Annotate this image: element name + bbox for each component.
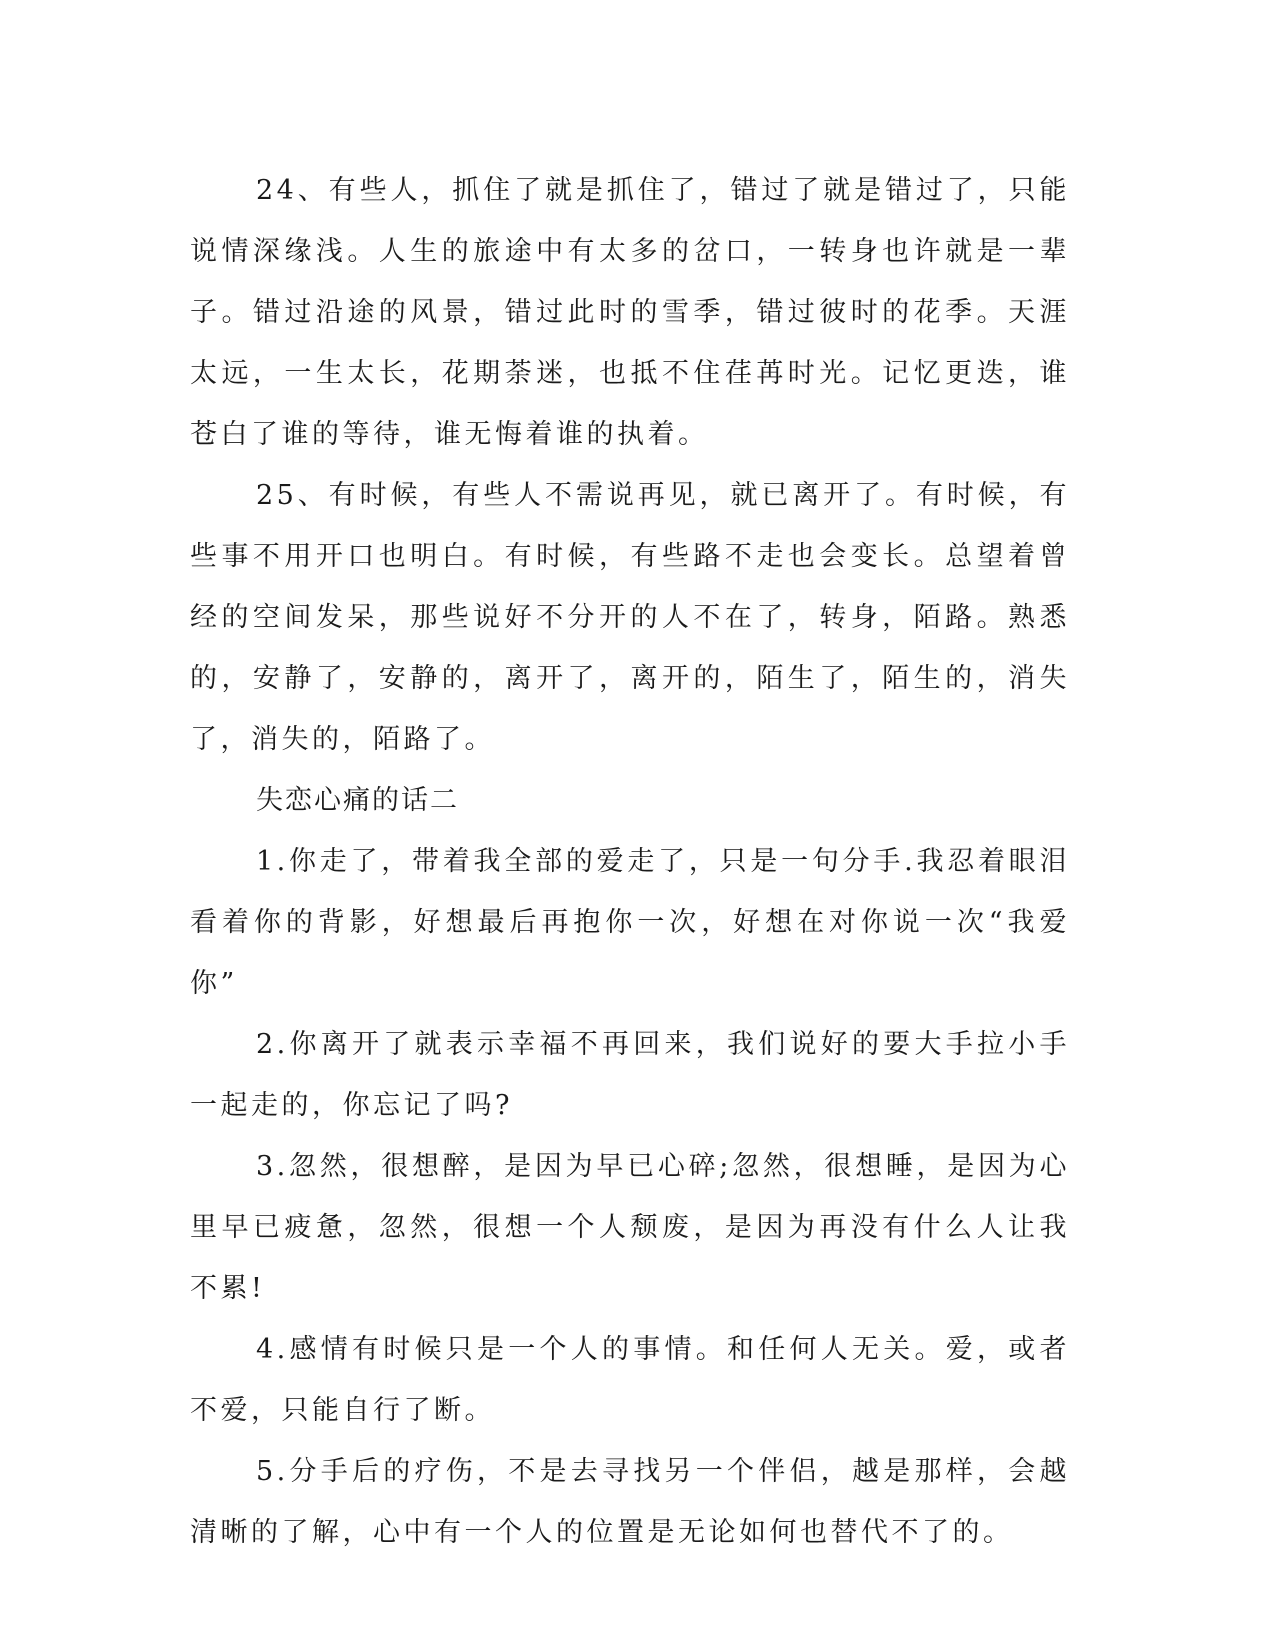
- section-heading: 失恋心痛的话二: [256, 785, 459, 816]
- document-body: [190, 160, 1070, 1563]
- paragraph-25: 25、有时候，有些人不需说再见，就已离开了。有时候，有些事不用开口也明白。有时候，有些路不走也会变长。总望着曾经的空间发呆，那些说好不分开的人不在了，转身，陌路。熟悉的，安静了，安静的，离开了，离开的，陌生了，陌生的，消失了，消失的，陌路了。: [190, 480, 1070, 755]
- list-item-1: 1.你走了，带着我全部的爱走了，只是一句分手.我忍着眼泪看着你的背影，好想最后再抱你一次，好想在对你说一次“我爱你”: [190, 846, 1070, 999]
- list-item-2: 2.你离开了就表示幸福不再回来，我们说好的要大手拉小手一起走的，你忘记了吗?: [190, 1029, 1070, 1121]
- paragraph-24: 24、有些人，抓住了就是抓住了，错过了就是错过了，只能说情深缘浅。人生的旅途中有太多的岔口，一转身也许就是一辈子。错过沿途的风景，错过此时的雪季，错过彼时的花季。天涯太远，一生太长，花期荼迷，也抵不住荏苒时光。记忆更迭，谁苍白了谁的等待，谁无悔着谁的执着。: [190, 175, 1070, 450]
- list-item-3: 3.忽然，很想醉，是因为早已心碎;忽然，很想睡，是因为心里早已疲惫，忽然，很想一个人颓废，是因为再没有什么人让我不累!: [190, 1151, 1070, 1304]
- list-item-5: 5.分手后的疗伤，不是去寻找另一个伴侣，越是那样，会越清晰的了解，心中有一个人的位置是无论如何也替代不了的。: [190, 1456, 1070, 1548]
- list-item-4: 4.感情有时候只是一个人的事情。和任何人无关。爱，或者不爱，只能自行了断。: [190, 1334, 1070, 1426]
